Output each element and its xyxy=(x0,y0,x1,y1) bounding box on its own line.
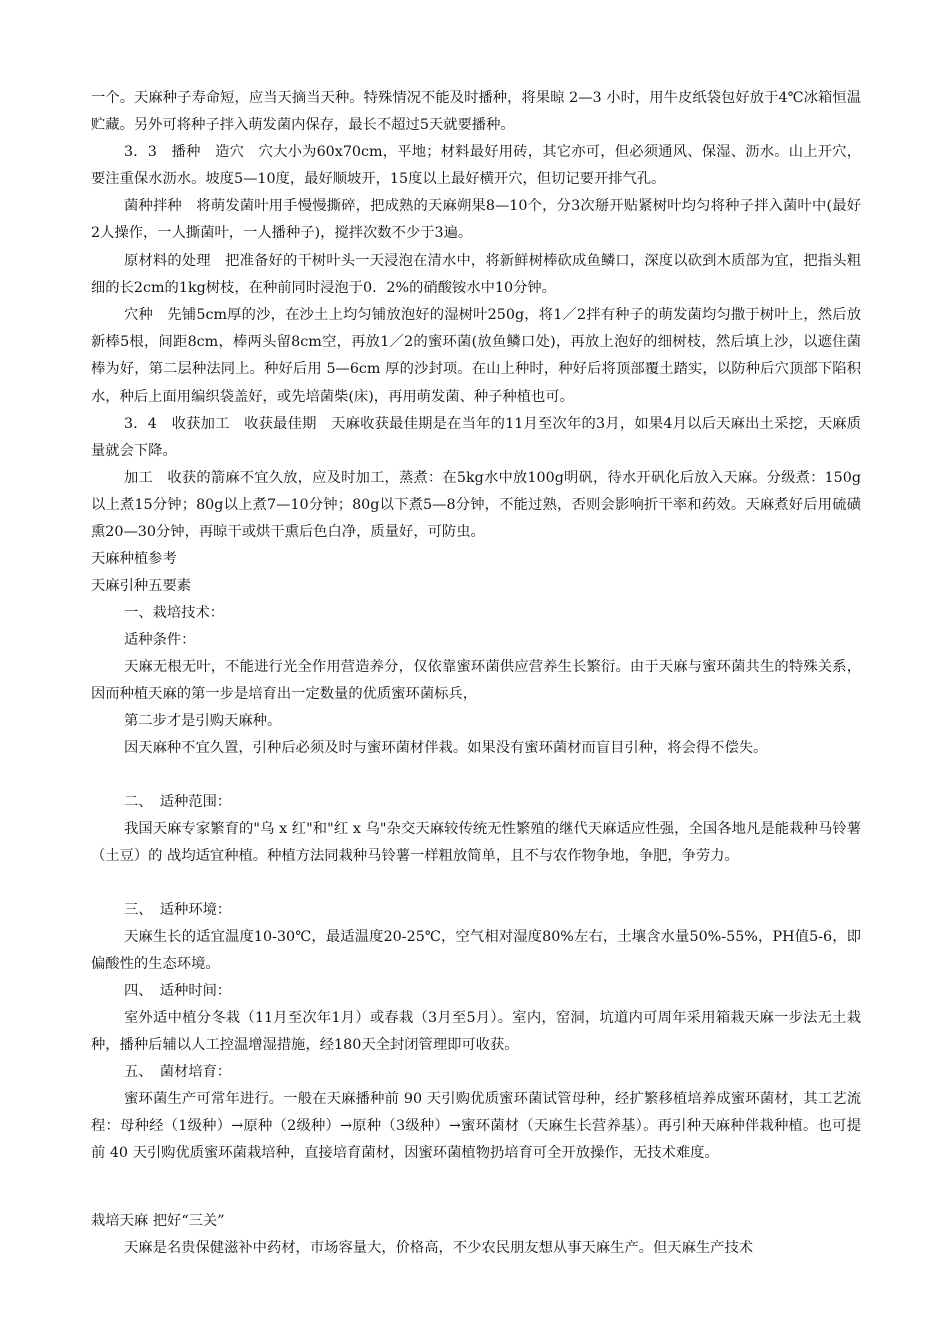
paragraph-seed-mixing: 菌种拌种 将萌发菌叶用手慢慢撕碎，把成熟的天麻朔果8—10个，分3次掰开贴紧树叶均匀将种子拌入菌叶中(最好2人操作，一人撕菌叶，一人播种子)，搅拌次数不少于3遍。 xyxy=(91,198,861,242)
paragraph-environment: 天麻生长的适宜温度10-30℃，最适温度20-25℃，空气相对湿度80%左右，土壤含水量50%-55%，PH值5-6，即偏酸性的生态环境。 xyxy=(91,929,861,973)
section-title-planting-reference: 天麻种植参考 xyxy=(91,551,177,567)
heading-suitable-range: 二、 适种范围： xyxy=(124,794,232,810)
paragraph-sowing-pit: 3．3 播种 造穴 穴大小为60x70cm，平地；材料最好用砖，其它亦可，但必须通风、保湿、沥水。山上开穴，要注重保水沥水。坡度5—10度，最好顺坡开，15度以上最好横开穴，但切记要开排气孔。 xyxy=(91,144,861,188)
paragraph-intro-three-checkpoints: 天麻是名贵保健滋补中药材，市场容量大，价格高，不少农民朋友想从事天麻生产。但天麻生产技术 xyxy=(124,1240,754,1256)
paragraph-symbiosis: 天麻无根无叶，不能进行光全作用营造养分，仅依靠蜜环菌供应营养生长繁衍。由于天麻与蜜环菌共生的特殊关系，因而种植天麻的第一步是培育出一定数量的优质蜜环菌标兵， xyxy=(91,659,861,703)
paragraph-hybrid-range: 我国天麻专家繁育的"乌 x 红"和"红 x 乌"杂交天麻较传统无性繁殖的继代天麻适应性强，全国各地凡是能栽种马铃薯（土豆）的 战均适宜种植。种植方法同栽种马铃薯一样粗放简单，且不与农作物争地，争肥，争劳力。 xyxy=(91,821,861,865)
section-title-five-elements: 天麻引种五要素 xyxy=(91,578,192,594)
heading-cultivation-technique: 一、栽培技术： xyxy=(124,605,225,621)
paragraph-seed-storage: 一个。天麻种子寿命短，应当天摘当天种。特殊情况不能及时播种，将果晾 2—3 小时，用牛皮纸袋包好放于4℃冰箱恒温贮藏。另外可将种子拌入萌发菌内保存，最长不超过5天就要播种。 xyxy=(91,90,861,134)
paragraph-step-two: 第二步才是引购天麻种。 xyxy=(124,713,282,729)
paragraph-fungus-process: 蜜环菌生产可常年进行。一般在天麻播种前 90 天引购优质蜜环菌试管母种，经扩繁移植培养成蜜环菌材，其工艺流程：母种经（1级种）→原种（2级种）→原种（3级种）→蜜环菌材（天麻生长营养基）。再引种天麻种伴栽种植。也可提前 40 天引购优质蜜环菌栽培种，直接培育菌材，因蜜环菌植物扔培育可全开放操作，无技术难度。 xyxy=(91,1091,861,1162)
heading-suitable-environment: 三、 适种环境： xyxy=(124,902,232,918)
paragraph-processing: 加工 收获的箭麻不宜久放，应及时加工，蒸煮：在5kg水中放100g明矾，待水开矾化后放入天麻。分级煮：150g以上煮15分钟；80g以上煮7—10分钟；80g以下煮5—8分钟，不能过熟，否则会影响折干率和药效。天麻煮好后用硫磺熏20—30分钟，再晾干或烘干熏后色白净，质量好，可防虫。 xyxy=(91,470,861,541)
paragraph-harvest: 3．4 收获加工 收获最佳期 天麻收获最佳期是在当年的11月至次年的3月，如果4月以后天麻出土采挖，天麻质量就会下降。 xyxy=(91,416,861,460)
heading-fungus-cultivation: 五、 菌材培育： xyxy=(124,1064,232,1080)
heading-suitable-conditions: 适种条件： xyxy=(124,632,196,648)
paragraph-hole-planting: 穴种 先铺5cm厚的沙，在沙土上均匀铺放泡好的湿树叶250g，将1／2拌有种子的萌发菌均匀撒于树叶上，然后放新棒5根，间距8cm，棒两头留8cm空，再放1／2的蜜环菌(放鱼鳞口处)，再放上泡好的细树枝，然后填上沙，以遮住菌棒为好，第二层种法同上。种好后用 5—6cm 厚的沙封项。在山上种时，种好后将顶部覆土踏实，以防种后穴顶部下陷积水，种后上面用编织袋盖好，或先培菌柴(床)，再用萌发菌、种子种植也可。 xyxy=(91,307,861,405)
paragraph-material-processing: 原材料的处理 把准备好的干树叶头一天浸泡在清水中，将新鲜树棒砍成鱼鳞口，深度以砍到木质部为宜，把指头粗细的长2cm的1kg树枝，在种前同时浸泡于0．2%的硝酸铵水中10分钟。 xyxy=(91,253,861,297)
heading-suitable-time: 四、 适种时间： xyxy=(124,983,232,999)
paragraph-timely-planting: 因天麻种不宜久置，引种后必须及时与蜜环菌材伴栽。如果没有蜜环菌材而盲目引种，将会得不偿失。 xyxy=(124,740,768,756)
section-title-three-checkpoints: 栽培天麻 把好“三关” xyxy=(91,1213,225,1229)
paragraph-planting-time: 室外适中植分冬栽（11月至次年1月）或春栽（3月至5月）。室内，窑洞，坑道内可周年采用箱栽天麻一步法无土栽种，播种后辅以人工控温增湿措施，经180天全封闭管理即可收获。 xyxy=(91,1010,861,1054)
